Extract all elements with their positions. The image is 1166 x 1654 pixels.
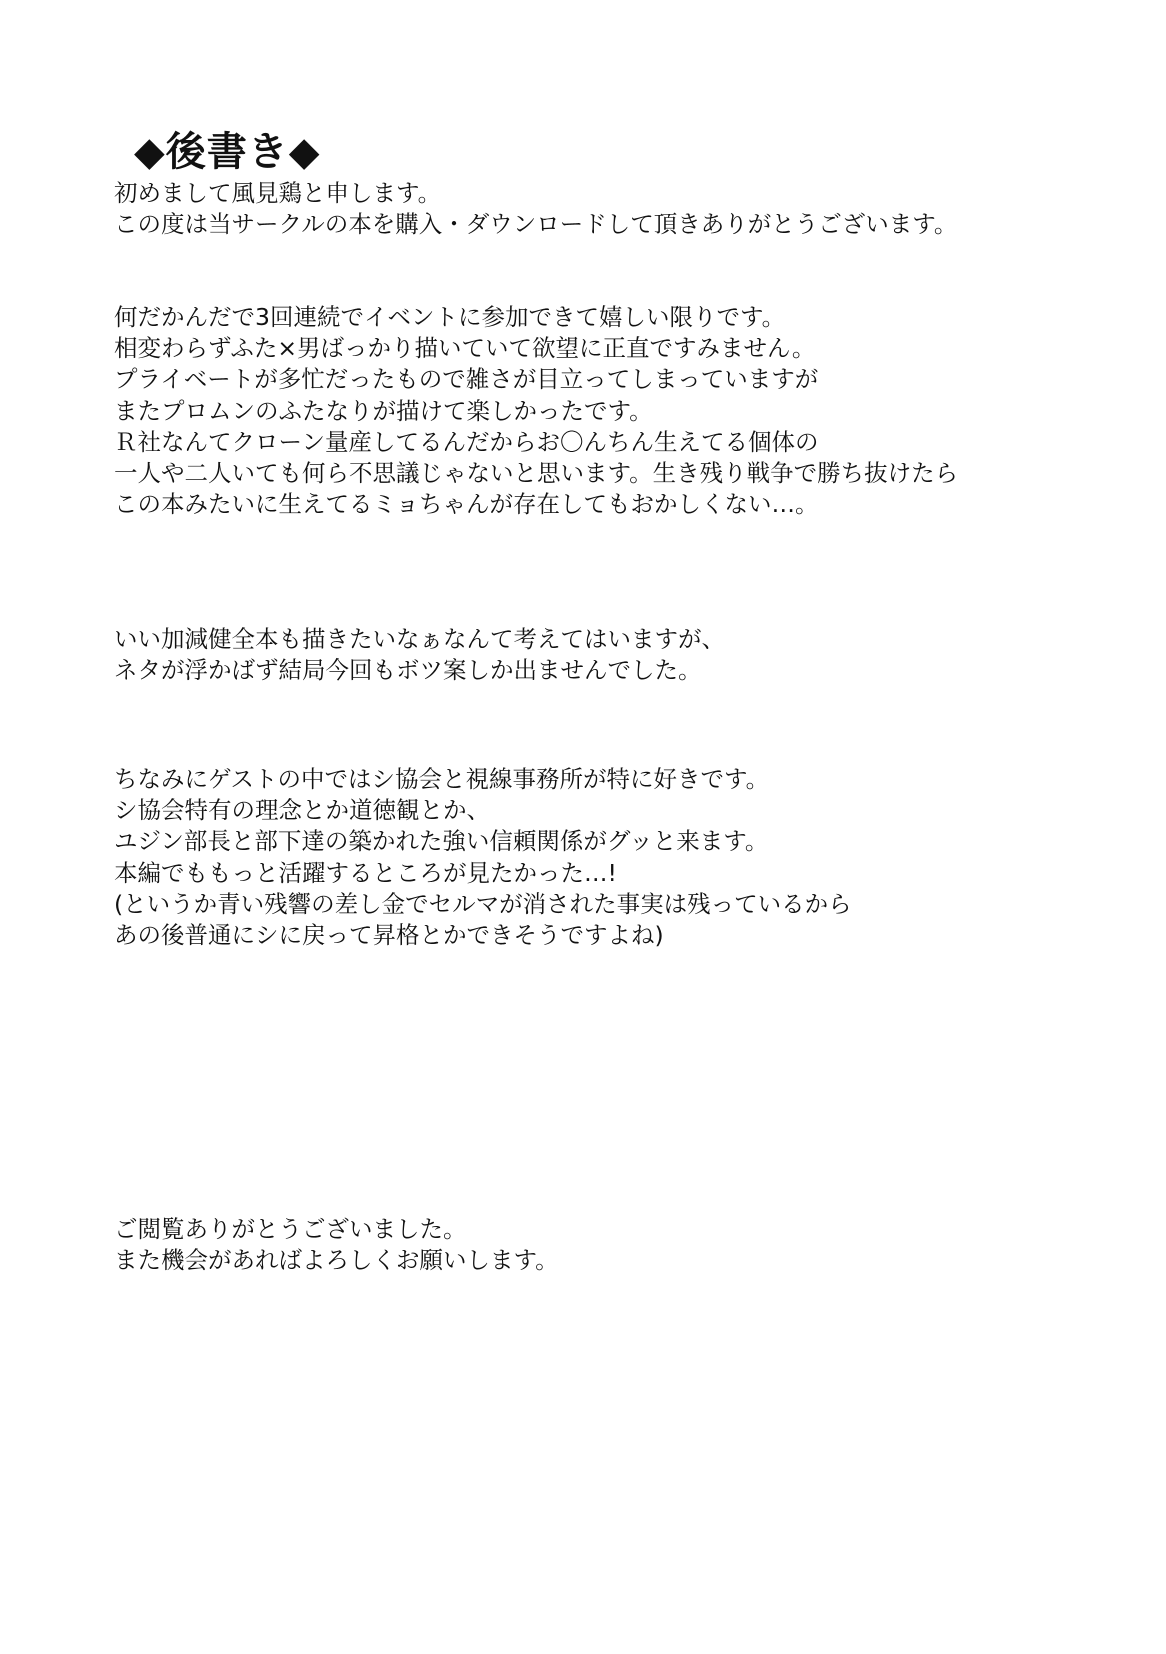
text-line: また機会があればよろしくお願いします。 xyxy=(114,1246,559,1275)
text-line: 本編でももっと活躍するところが見たかった…! xyxy=(114,858,617,887)
text-line: 初めまして風見鶏と申します。 xyxy=(114,179,442,207)
text-line: プライベートが多忙だったもので雑さが目立ってしまっていますが xyxy=(114,365,819,394)
text-line: 一人や二人いても何ら不思議じゃないと思います。生き残り戦争で勝ち抜けたら xyxy=(114,458,959,487)
paragraph-event xyxy=(114,302,1144,520)
text-line: シ協会特有の理念とか道徳観とか、 xyxy=(114,796,490,825)
text-line: ユジン部長と部下達の築かれた強い信頼関係がグッと来ます。 xyxy=(114,827,769,856)
text-line: あの後普通にシに戻って昇格とかできそうですよね) xyxy=(114,920,664,949)
page-title: ◆後書き◆ xyxy=(134,128,321,175)
text-line: またプロムンのふたなりが描けて楽しかったです。 xyxy=(114,396,653,425)
text-line: この度は当サークルの本を購入・ダウンロードして頂きありがとうございます。 xyxy=(114,210,958,239)
text-line: ネタが浮かばず結局今回もボツ案しか出ませんでした。 xyxy=(114,656,702,685)
text-line: いい加減健全本も描きたいなぁなんて考えてはいますが、 xyxy=(114,625,725,653)
text-line: 相変わらずふた×男ばっかり描いていて欲望に正直ですみません。 xyxy=(114,334,816,363)
paragraph-greeting xyxy=(114,178,1144,240)
text-line: 何だかんだで3回連続でイベントに参加できて嬉しい限りです。 xyxy=(114,303,786,331)
paragraph-future xyxy=(114,624,1144,686)
text-line: (というか青い残響の差し金でセルマが消された事実は残っているから xyxy=(114,889,852,918)
paragraph-guests xyxy=(114,764,1144,951)
text-line: この本みたいに生えてるミョちゃんが存在してもおかしくない…。 xyxy=(114,490,819,519)
text-line: ちなみにゲストの中ではシ協会と視線事務所が特に好きです。 xyxy=(114,765,770,793)
text-line: Ｒ社なんてクローン量産してるんだからお〇んちん生えてる個体の xyxy=(114,427,819,456)
paragraph-closing xyxy=(114,1214,1144,1276)
text-line: ご閲覧ありがとうございました。 xyxy=(114,1215,467,1243)
